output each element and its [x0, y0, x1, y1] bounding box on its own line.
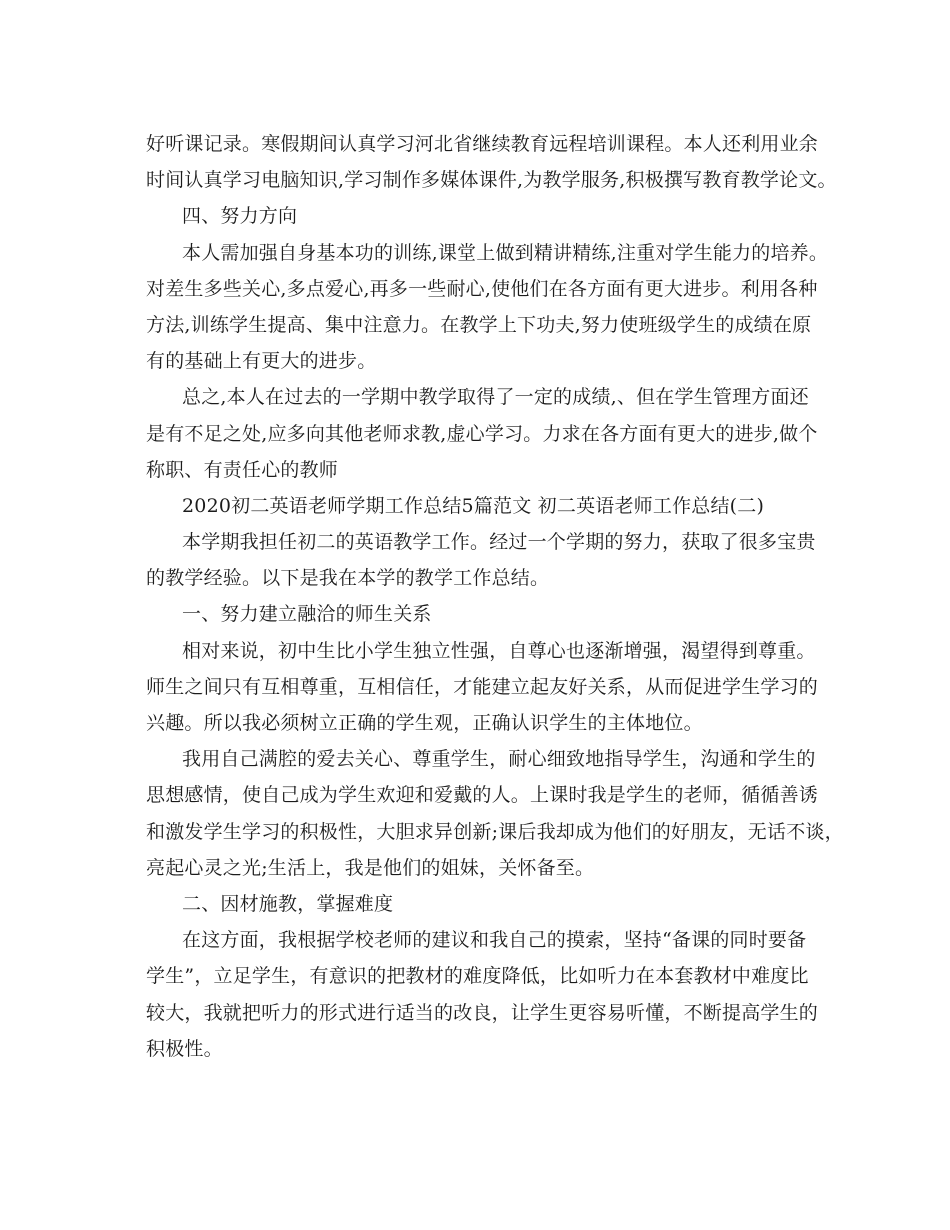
text-line: 我用自己满腔的爱去关心、尊重学生，耐心细致地指导学生，沟通和学生的	[182, 748, 816, 771]
text-line: 学生”，立足学生，有意识的把教材的难度降低，比如听力在本套教材中难度比	[146, 965, 809, 988]
text-line: 和激发学生学习的积极性，大胆求异创新;课后我却成为他们的好朋友，无话不谈，	[146, 820, 844, 843]
text-line: 思想感情，使自己成为学生欢迎和爱戴的人。上课时我是学生的老师，循循善诱	[146, 784, 819, 807]
text-line: 师生之间只有互相尊重，互相信任，才能建立起友好关系，从而促进学生学习的	[146, 675, 819, 698]
section-heading: 二、因材施教，掌握难度	[182, 892, 394, 915]
text-line: 在这方面，我根据学校老师的建议和我自己的摸索，坚持“备课的同时要备	[182, 929, 807, 952]
text-line: 对差生多些关心,多点爱心,再多一些耐心,使他们在各方面有更大进步。利用各种	[146, 277, 818, 300]
text-line: 方法,训练学生提高、集中注意力。在教学上下功夫,努力使班级学生的成绩在原	[146, 313, 812, 336]
section-heading: 四、努力方向	[182, 205, 298, 228]
article-title: 2020初二英语老师学期工作总结5篇范文 初二英语老师工作总结(二)	[182, 494, 765, 517]
text-line: 是有不足之处,应多向其他老师求教,虚心学习。力求在各方面有更大的进步,做个	[146, 422, 818, 445]
text-line: 本学期我担任初二的英语教学工作。经过一个学期的努力，获取了很多宝贵	[182, 531, 816, 554]
text-line: 亮起心灵之光;生活上，我是他们的姐妹，关怀备至。	[146, 856, 595, 879]
section-heading: 一、努力建立融洽的师生关系	[182, 603, 432, 626]
text-line: 称职、有责任心的教师	[146, 458, 339, 481]
text-line: 的教学经验。以下是我在本学的教学工作总结。	[146, 567, 550, 590]
text-line: 本人需加强自身基本功的训练,课堂上做到精讲精练,注重对学生能力的培养。	[182, 241, 829, 264]
text-line: 积极性。	[146, 1037, 223, 1060]
text-line: 较大，我就把听力的形式进行适当的改良，让学生更容易听懂，不断提高学生的	[146, 1001, 819, 1024]
text-line: 有的基础上有更大的进步。	[146, 350, 377, 373]
document-body	[146, 126, 844, 1067]
text-line: 好听课记录。寒假期间认真学习河北省继续教育远程培训课程。本人还利用业余	[146, 133, 819, 155]
text-line: 兴趣。所以我必须树立正确的学生观，正确认识学生的主体地位。	[146, 712, 703, 734]
text-line: 总之,本人在过去的一学期中教学取得了一定的成绩,、但在学生管理方面还	[182, 386, 809, 409]
text-line: 时间认真学习电脑知识,学习制作多媒体课件,为教学服务,积极撰写教育教学论文。	[146, 169, 837, 192]
text-line: 相对来说，初中生比小学生独立性强，自尊心也逐渐增强，渴望得到尊重。	[182, 639, 816, 662]
